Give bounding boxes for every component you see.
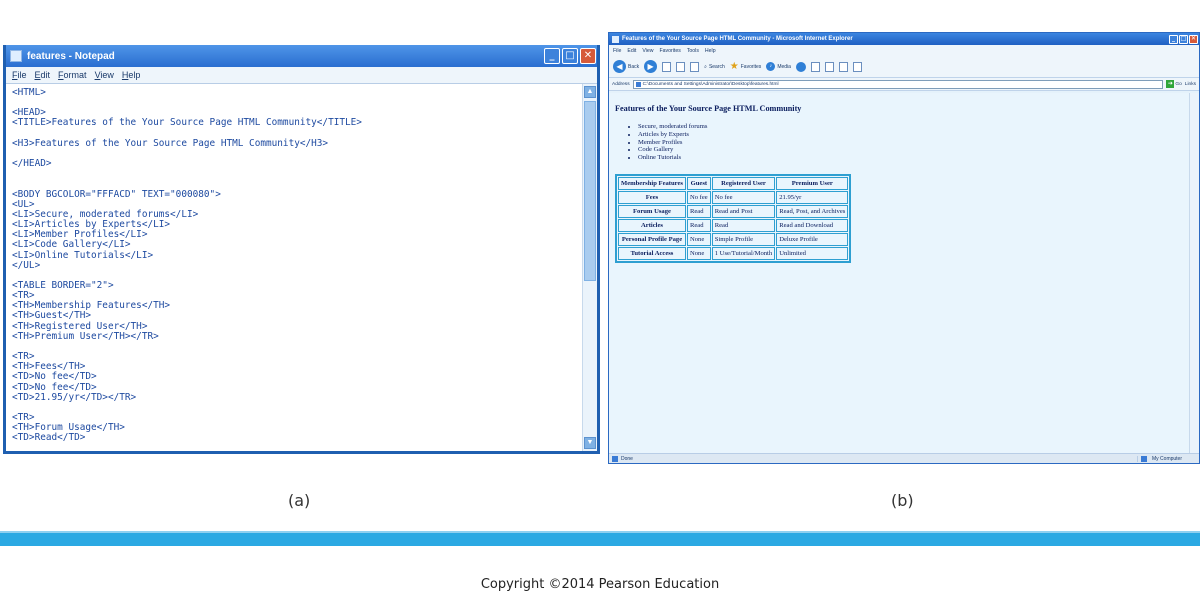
footer-divider [0,531,1200,546]
table-cell: None [687,247,711,260]
close-button[interactable]: ✕ [580,48,596,64]
notepad-body [6,84,597,451]
table-cell: No fee [687,191,711,204]
table-cell: Read, Post, and Archives [776,205,848,218]
row-header-cell: Fees [618,191,686,204]
features-list [615,123,1183,162]
favorites-label: Favorites [740,63,762,70]
go-arrow-icon: ➜ [1167,81,1173,87]
computer-icon [1141,456,1147,462]
page-icon [636,82,641,87]
notepad-vertical-scrollbar[interactable] [582,84,597,451]
messenger-icon[interactable] [853,62,862,72]
browser-menu-favorites[interactable]: Favorites [659,47,681,54]
favorites-star-icon: ★ [729,61,739,72]
refresh-icon[interactable] [676,62,685,72]
copyright-notice: Copyright ©2014 Pearson Education [480,577,720,592]
address-value: C:\Documents and Settings\Administrator\Desktop\features.html [642,81,779,87]
security-zone [1137,456,1199,462]
favorites-button[interactable] [730,61,762,72]
table-header-row [618,177,848,190]
browser-menu-file[interactable]: File [613,47,622,54]
notepad-window [3,45,600,454]
browser-title: Features of the Your Source Page HTML Community - Microsoft Internet Explorer [622,36,853,42]
notepad-title-bar[interactable] [6,45,597,67]
go-label: Go [1175,81,1182,87]
address-bar [609,78,1199,91]
table-cell: Read [687,219,711,232]
caption-b: (b) [891,491,914,510]
notepad-app-icon [10,50,22,62]
browser-minimize-button[interactable]: _ [1169,35,1178,44]
row-header-cell: Personal Profile Page [618,233,686,246]
browser-menu-bar [609,45,1199,56]
browser-window-controls [1169,35,1199,44]
row-header-cell: Tutorial Access [618,247,686,260]
edit-icon[interactable] [839,62,848,72]
print-icon[interactable] [825,62,834,72]
browser-window [608,32,1200,464]
browser-menu-tools[interactable]: Tools [686,47,699,54]
list-item: • Secure, moderated forums [638,123,1183,131]
notepad-text-area[interactable]: <HTML> <HEAD> <TITLE>Features of the Your Source Page HTML Community</TITLE> <H3>Features of the Your Source Page HTML Community</H3> </HEAD> <BODY BGCOLOR="FFFACD" TEXT="000080"> <UL> <LI>Secure, moderated forums</LI> <LI>Articles by Experts</LI> <LI>Member Profiles</LI> <LI>Code Gallery</LI> <LI>Online Tutorials</LI> </UL> <TABLE BORDER="2"> <TR> <TH>Membership Features</TH> <TH>Guest</TH> <TH>Registered User</TH> <TH>Premium User</TH></TR> <TR> <TH>Fees</TH> <TD>No fee</TD> <TD>No fee</TD> <TD>21.95/yr</TD></TR> <TR> <TH>Forum Usage</TH> <TD>Read</TD> [6,84,582,451]
table-cell: Unlimited [776,247,848,260]
maximize-button[interactable]: □ [562,48,578,64]
scroll-down-icon[interactable]: ▼ [584,437,596,449]
back-arrow-icon: ◀ [613,60,626,73]
browser-title-bar[interactable] [609,33,1199,45]
table-row [618,219,848,232]
zone-text: My Computer [1152,455,1183,462]
table-row [618,247,848,260]
table-cell: Simple Profile [712,233,775,246]
address-label: Address [612,81,630,87]
menu-view[interactable]: View [94,70,114,80]
minimize-button[interactable]: _ [544,48,560,64]
links-label[interactable]: Links [1184,81,1196,87]
browser-menu-help[interactable]: Help [704,47,716,54]
go-button[interactable] [1166,80,1181,88]
back-label: Back [628,63,640,70]
row-header-cell: Forum Usage [618,205,686,218]
browser-toolbar [609,56,1199,78]
menu-help[interactable]: Help [121,70,141,80]
table-header-cell: Guest [687,177,711,190]
table-row [618,233,848,246]
browser-menu-view[interactable]: View [642,47,654,54]
row-header-cell: Articles [618,219,686,232]
menu-file[interactable]: File [12,70,27,80]
browser-vertical-scrollbar[interactable] [1189,93,1199,453]
browser-close-button[interactable]: ✕ [1190,35,1197,42]
table-cell: 1 Use/Tutorial/Month [712,247,775,260]
list-item: • Member Profiles [638,139,1183,147]
table-cell: Read [712,219,775,232]
table-row [618,205,848,218]
media-button[interactable] [766,62,791,71]
table-cell: None [687,233,711,246]
table-header-cell: Registered User [712,177,775,190]
table-row [618,191,848,204]
back-button[interactable] [613,60,639,73]
browser-page-content [609,93,1189,453]
history-icon[interactable] [796,62,806,72]
search-label: Search [708,63,725,70]
address-input[interactable] [633,80,1164,89]
notepad-title: features - Notepad [27,50,115,62]
table-cell: Read and Download [776,219,848,232]
home-icon[interactable] [690,62,699,72]
mail-icon[interactable] [811,62,820,72]
browser-menu-edit[interactable]: Edit [627,47,637,54]
notepad-window-controls [544,48,597,64]
page-heading: Features of the Your Source Page HTML Community [615,104,802,113]
media-label: Media [777,63,791,70]
table-cell: 21.95/yr [776,191,848,204]
browser-maximize-button[interactable]: □ [1180,35,1187,42]
menu-format[interactable]: Format [58,70,87,80]
stop-icon[interactable] [662,62,671,72]
notepad-menu-bar [6,67,597,84]
table-cell: No fee [712,191,775,204]
menu-edit[interactable]: Edit [34,70,51,80]
status-text: Done [621,455,633,462]
table-header-cell: Premium User [776,177,848,190]
list-item: • Online Tutorials [638,154,1183,162]
forward-arrow-icon[interactable]: ▶ [644,60,657,73]
table-cell: Deluxe Profile [776,233,848,246]
table-header-cell: Membership Features [618,177,686,190]
search-button[interactable] [704,64,725,70]
search-icon: ⌕ [704,63,707,70]
ie-app-icon [612,36,619,43]
list-item: • Articles by Experts [638,131,1183,139]
list-item: • Code Gallery [638,146,1183,154]
status-bar [609,453,1199,463]
scroll-up-icon[interactable]: ▲ [584,86,596,98]
caption-a: (a) [288,491,311,510]
media-icon: ♪ [766,62,775,71]
table-cell: Read and Post [712,205,775,218]
scroll-thumb[interactable] [584,101,596,281]
status-page-icon [612,456,618,462]
membership-table [615,174,851,263]
table-cell: Read [687,205,711,218]
